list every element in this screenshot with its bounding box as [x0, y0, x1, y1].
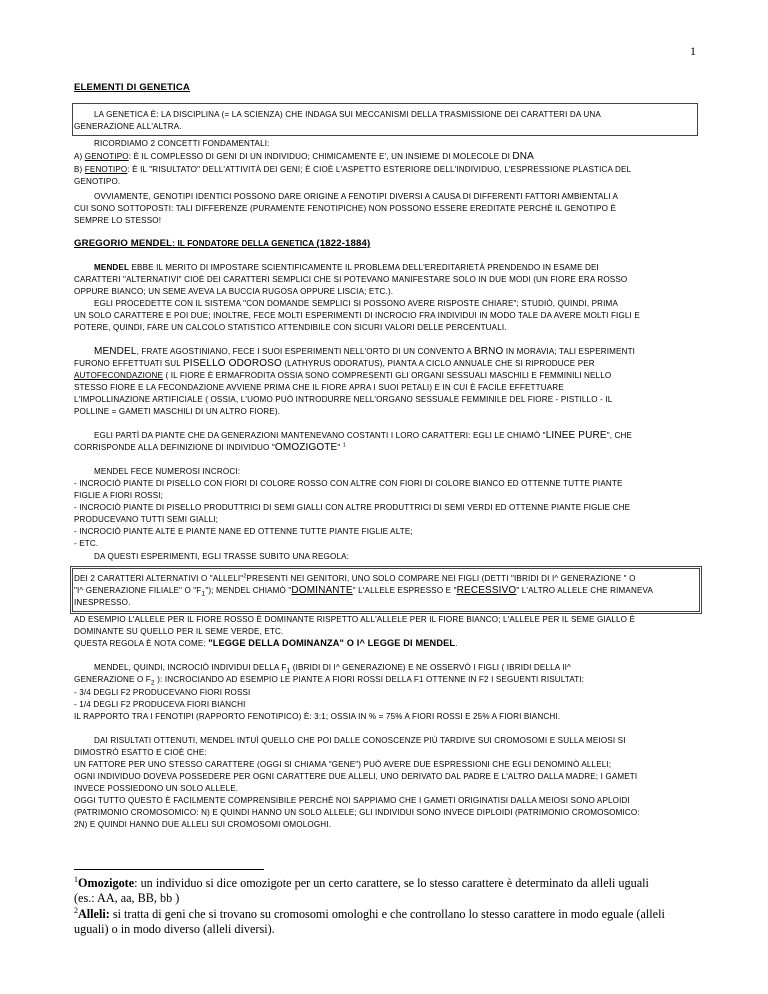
- rule-line-1: DEI 2 CARATTERI ALTERNATIVI O "ALLELI"$^2$PRESENTI NEI GENITORI, UNO SOLO COMPARE NEI FIGLI (DETTI "IBRIDI DI I^ GENERAZIONE " O: [74, 573, 636, 583]
- concl-line-1: DAI RISULTATI OTTENUTI, MENDEL INTUÌ QUELLO CHE POI DALLE CONOSCENZE PIÙ TARDIVE SUI CROMOSOMI E SULLA MEIOSI SI: [94, 736, 626, 745]
- para2-line-4: STESSO FIORE E LA FECONDAZIONE AVVIENE PRIMA CHE IL FIORE APRA I SUOI PETALI) E IN CUI È FACILE EFFETTUARE: [74, 383, 564, 392]
- f2-line-3: - 3/4 DEGLI F2 PRODUCEVANO FIORI ROSSI: [74, 688, 251, 697]
- page-number: 1: [690, 44, 696, 58]
- recessivo-term: RECESSIVO: [456, 585, 517, 596]
- para3-line-2: CORRISPONDE ALLA DEFINIZIONE DI INDIVIDUO "OMOZIGOTE" $^1$: [74, 442, 346, 453]
- concl-line-3: UN FATTORE PER UNO STESSO CARATTERE (OGGI SI CHIAMA "GENE") PUÒ AVERE DUE ESPRESSIONI CHE EGLI DENOMINÒ ALLELI;: [74, 760, 612, 769]
- concl-line-6: OGGI TUTTO QUESTO È FACILMENTE COMPRENSIBILE PERCHÈ NOI SAPPIAMO CHE I GAMETI ORIGINATISI DALLA MEIOSI SONO APLOIDI: [74, 796, 630, 805]
- para3-line-1: EGLI PARTÌ DA PIANTE CHE DA GENERAZIONI MANTENEVANO COSTANTI I LORO CARATTERI: EGLI LE CHIAMÒ "LINEE PURE", CHE: [94, 430, 633, 441]
- concl-line-4: OGNI INDIVIDUO DOVEVA POSSEDERE PER OGNI CARATTERE DUE ALLELI, UNO DERIVATO DAL PADRE E L'ALTRO DALLA MADRE; I GAMETI: [74, 772, 638, 781]
- legge-line-1: AD ESEMPIO L'ALLELE PER IL FIORE ROSSO È DOMINANTE RISPETTO ALL'ALLELE PER IL FIORE BIANCO; L'ALLELE PER IL SEME GIALLO È: [74, 615, 636, 624]
- f2-line-1: MENDEL, QUINDI, INCROCIÒ INDIVIDUI DELLA $F_1$ (IBRIDI DI I^ GENERAZIONE) E NE OSSERVÒ I FIGLI ( IBRIDI DELLA II^: [94, 663, 571, 675]
- intro-line-8: CUI SONO SOTTOPOSTI: TALI DIFFERENZE (PURAMENTE FENOTIPICHE) NON POSSONO ESSERE EREDITATE PERCHÈ IL GENOTIPO È: [74, 204, 617, 213]
- para2-line-2: FURONO EFFETTUATI SUL PISELLO ODOROSO (LATHYRUS ODORATUS), PIANTA A CICLO ANNUALE CHE SI RIPRODUCE PER: [74, 358, 595, 369]
- rule-line-2: "I^ GENERAZIONE FILIALE" O "$F_1$"); MENDEL CHIAMÒ "DOMINANTE" L'ALLELE ESPRESSO E "RECESSIVO" L'ALTRO ALLELE CHE RIMANEVA: [74, 585, 654, 598]
- para1-line-2: CARATTERI "ALTERNATIVI" CIOÈ DEI CARATTERI SEMPLICI CHE SI POTEVANO MANIFESTARE SOLO IN DUE MODI (UN FIORE ERA ROSSO: [74, 275, 628, 284]
- f2-line-4: - 1/4 DEGLI F2 PRODUCEVA FIORI BIANCHI: [74, 700, 246, 709]
- footnote-ref-2[interactable]: 2: [243, 573, 247, 580]
- fenotipo-definition: B) FENOTIPO: È IL "RISULTATO" DELL'ATTIVITÀ DEI GENI; È CIOÈ L'ASPETTO ESTERIORE DELL'INDIVIDUO, L'ESPRESSIONE PLASTICA DEL: [74, 165, 632, 174]
- intro-line-1: LA GENETICA È: LA DISCIPLINA (= LA SCIENZA) CHE INDAGA SUI MECCANISMI DELLA TRASMISSIONE DEI CARATTERI DA UNA: [94, 110, 601, 119]
- para2-line-3: AUTOFECONDAZIONE ( IL FIORE È ERMAFRODITA OSSIA SONO COMPRESENTI GLI ORGANI SESSUALI MASCHILI E FEMMINILI NELLO: [74, 371, 612, 380]
- concl-line-8: 2N) E QUINDI HANNO DUE ALLELI SUI CROMOSOMI OMOLOGHI.: [74, 820, 332, 829]
- incrocio-1a: - INCROCIÒ PIANTE DI PISELLO CON FIORI DI COLORE ROSSO CON ALTRE CON FIORI DI COLORE BIANCO ED OTTENNE TUTTE PIANTE: [74, 479, 623, 488]
- concl-line-7: (PATRIMONIO CROMOSOMICO: N) E QUINDI HANNO UN SOLO ALLELE; GLI INDIVIDUI SONO INVECE DIPLOIDI (PATRIMONIO CROMOSOMICO:: [74, 808, 640, 817]
- para1-line-5: UN SOLO CARATTERE E POI DUE; INOLTRE, FECE MOLTI ESPERIMENTI DI INCROCIO FRA INDIVIDUI IN MODO TALE DA AVERE MOLTI FIGLI E: [74, 311, 640, 320]
- legge-line-3: QUESTA REGOLA È NOTA COME: "LEGGE DELLA DOMINANZA" O I^ LEGGE DI MENDEL.: [74, 638, 458, 648]
- incrocio-4: - ETC.: [74, 539, 99, 548]
- footnote-2: $^2$Alleli: si tratta di geni che si trovano su cromosomi omologhi e che controllano lo stesso carattere in modo eguale (alleli uguali) o in modo diverso (alleli diversi).: [74, 905, 665, 936]
- legge-line-2: DOMINANTE SU QUELLO PER IL SEME VERDE, ETC.: [74, 627, 284, 636]
- regola-intro: DA QUESTI ESPERIMENTI, EGLI TRASSE SUBITO UNA REGOLA:: [94, 552, 350, 561]
- para1-line-1: MENDEL EBBE IL MERITO DI IMPOSTARE SCIENTIFICAMENTE IL PROBLEMA DELL'EREDITARIETÀ PRENDENDO IN ESAME DEI: [94, 263, 599, 272]
- footnote-separator: [74, 869, 264, 870]
- concl-line-5: INVECE POSSIEDONO UN SOLO ALLELE.: [74, 784, 239, 793]
- para2-line-6: POLLINE = GAMETI MASCHILI DI UN ALTRO FIORE).: [74, 407, 281, 416]
- document-title: ELEMENTI DI GENETICA: [74, 82, 190, 93]
- legge-dominanza: "LEGGE DELLA DOMINANZA" O I^ LEGGE DI MENDEL: [208, 638, 456, 648]
- para2-line-1: MENDEL, FRATE AGOSTINIANO, FECE I SUOI ESPERIMENTI NELL'ORTO DI UN CONVENTO A BRNO IN MORAVIA; TALI ESPERIMENTI: [94, 346, 636, 357]
- incrocio-3: - INCROCIÒ PIANTE ALTE E PIANTE NANE ED OTTENNE TUTTE PIANTE FIGLIE ALTE;: [74, 527, 413, 536]
- intro-line-6: GENOTIPO.: [74, 177, 121, 186]
- intro-line-2: GENERAZIONE ALL'ALTRA.: [74, 122, 182, 131]
- mendel-heading: GREGORIO MENDEL: IL FONDATORE DELLA GENETICA (1822-1884): [74, 238, 371, 249]
- f2-line-5: IL RAPPORTO TRA I FENOTIPI (RAPPORTO FENOTIPICO) È: 3:1; OSSIA IN % = 75% A FIORI ROSSI E 25% A FIORI BIANCHI.: [74, 712, 561, 721]
- para1-line-6: POTERE, QUINDI, FARE UN CALCOLO STATISTICO ATTENDIBILE CON SICURI VALORI DELLE PERCENTUALI.: [74, 323, 507, 332]
- dna-term: DNA: [512, 151, 534, 162]
- incroci-intro: MENDEL FECE NUMEROSI INCROCI:: [94, 467, 241, 476]
- rule-line-3: INESPRESSO.: [74, 598, 131, 607]
- incrocio-2b: PRODUCEVANO TUTTI SEMI GIALLI;: [74, 515, 219, 524]
- footnote-ref-1[interactable]: 1: [342, 442, 346, 449]
- para1-line-3: OPPURE BIANCO; UN SEME AVEVA LA BUCCIA RUGOSA OPPURE LISCIA; ETC.).: [74, 287, 394, 296]
- genotipo-term: GENOTIPO: [84, 152, 129, 161]
- footnote-1: $^1$Omozigote: un individuo si dice omozigote per un certo carattere, se lo stesso carattere è determinato da alleli uguali (es.: AA, aa, BB, bb ): [74, 874, 649, 905]
- f2-line-2: GENERAZIONE O $F_2$ ): INCROCIANDO AD ESEMPIO LE PIANTE A FIORI ROSSI DELLA F1 OTTENNE IN F2 I SEGUENTI RISULTATI:: [74, 675, 585, 687]
- genotipo-definition: A) GENOTIPO: È IL COMPLESSO DI GENI DI UN INDIVIDUO; CHIMICAMENTE E', UN INSIEME DI MOLECOLE DI DNA: [74, 151, 534, 162]
- incrocio-1b: FIGLIE A FIORI ROSSI;: [74, 491, 164, 500]
- fenotipo-term: FENOTIPO: [84, 165, 128, 174]
- para1-line-4: EGLI PROCEDETTE CON IL SISTEMA "CON DOMANDE SEMPLICI SI POSSONO AVERE RISPOSTE CHIARE"; STUDIÒ, QUINDI, PRIMA: [94, 299, 618, 308]
- concl-line-2: DIMOSTRÒ ESATTO E CIOÈ CHE:: [74, 748, 207, 757]
- intro-line-9: SEMPRE LO STESSO!: [74, 216, 162, 225]
- intro-line-3: RICORDIAMO 2 CONCETTI FONDAMENTALI:: [94, 139, 270, 148]
- incrocio-2a: - INCROCIÒ PIANTE DI PISELLO PRODUTTRICI DI SEMI GIALLI CON ALTRE PRODUTTRICI DI SEMI VERDI ED OTTENNE PIANTE FIGLIE CHE: [74, 503, 631, 512]
- para2-line-5: L'IMPOLLINAZIONE ARTIFICIALE ( OSSIA, L'UOMO PUÒ INTRODURRE NELL'ORGANO SESSUALE FEMMINILE DEL FIORE - PISTILLO - IL: [74, 395, 613, 404]
- intro-line-7: OVVIAMENTE, GENOTIPI IDENTICI POSSONO DARE ORIGINE A FENOTIPI DIVERSI A CAUSA DI DIFFERENTI FATTORI AMBIENTALI A: [94, 192, 619, 201]
- dominante-term: DOMINANTE: [291, 585, 353, 596]
